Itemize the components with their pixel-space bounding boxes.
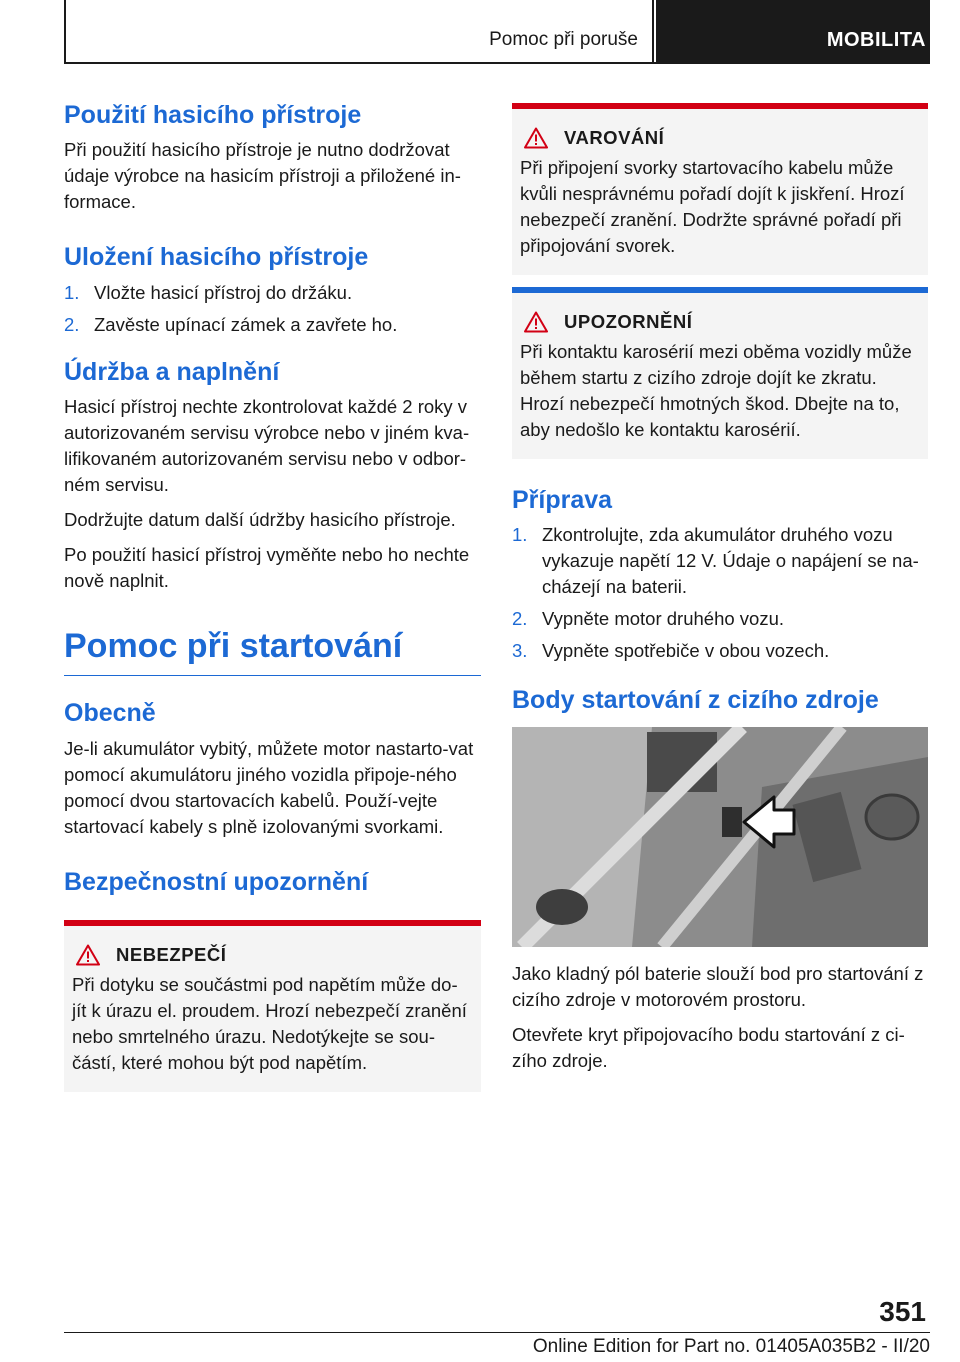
header-section-title: Pomoc při poruše bbox=[354, 0, 654, 62]
footer-edition: Online Edition for Part no. 01405A035B2 - II/20 bbox=[532, 1336, 930, 1357]
warning-triangle-icon bbox=[524, 127, 548, 149]
warning-notice bbox=[512, 103, 928, 275]
engine-bay-photo bbox=[512, 727, 928, 947]
list-item bbox=[64, 280, 481, 306]
step-number: 3. bbox=[512, 640, 528, 662]
step-text: Zavěste upínací zámek a zavřete ho. bbox=[94, 313, 398, 335]
list-item bbox=[512, 522, 928, 600]
paragraph-extinguisher-use: Při použití hasicího přístroje je nutno dodržovat údaje výrobce na hasicím přístroji a přiložené in-formace. bbox=[64, 139, 461, 213]
step-text: Vypněte spotřebiče v obou vozech. bbox=[542, 640, 830, 662]
step-text: Vypněte motor druhého vozu. bbox=[542, 608, 785, 630]
notice-heading: VAROVÁNÍ bbox=[564, 127, 665, 148]
step-text: Vložte hasicí přístroj do držáku. bbox=[94, 281, 353, 303]
step-number: 1. bbox=[512, 524, 528, 546]
section-title-jump-points: Body startování z cizího zdroje bbox=[512, 686, 879, 715]
danger-notice bbox=[64, 920, 481, 1092]
notice-text: Při dotyku se součástmi pod napětím může do-jít k úrazu el. proudem. Hrozí nebezpečí zranění nebo smrtelného úrazu. Nedotýkejte se sou-částí, které mohou být pod napětím. bbox=[72, 973, 467, 1073]
list-item bbox=[512, 606, 928, 632]
page-header bbox=[64, 0, 930, 64]
caution-notice bbox=[512, 287, 928, 459]
chapter-title-jump-start: Pomoc při startování bbox=[64, 625, 481, 677]
header-chapter-tab: MOBILITA bbox=[656, 0, 930, 62]
paragraph-jump-points-1: Jako kladný pól baterie slouží bod pro startování z cizího zdroje v motorovém prostoru. bbox=[512, 962, 924, 1010]
step-text: Zkontrolujte, zda akumulátor druhého vozu vykazuje napětí 12 V. Údaje o napájení se na-cházejí na baterii. bbox=[542, 524, 919, 598]
section-title-extinguisher-storage: Uložení hasicího přístroje bbox=[64, 243, 369, 272]
section-title-extinguisher-use: Použití hasicího přístroje bbox=[64, 101, 362, 129]
footer-divider bbox=[64, 1332, 930, 1333]
paragraph-general: Je-li akumulátor vybitý, můžete motor nastarto-vat pomocí akumulátoru jiného vozidla připoje-ného pomocí dvou startovacích kabelů. Použí-vejte startovací kabely s plně izolovanými svorkami. bbox=[64, 737, 474, 837]
section-title-maintenance: Údržba a naplnění bbox=[64, 357, 280, 386]
left-column bbox=[64, 100, 481, 1092]
warning-triangle-icon bbox=[524, 311, 548, 333]
step-number: 2. bbox=[512, 608, 528, 630]
notice-heading: NEBEZPEČÍ bbox=[116, 943, 227, 965]
paragraph-maintenance-3: Po použití hasicí přístroj vyměňte nebo ho nechte nově naplnit. bbox=[64, 543, 470, 591]
notice-text: Při kontaktu karosérií mezi oběma vozidly může během startu z cizího zdroje dojít ke zkratu. Hrozí nebezpečí hmotných škod. Dbejte na to, aby nedošlo ke kontaktu karosérií. bbox=[520, 341, 912, 440]
section-title-safety-notes: Bezpečnostní upozornění bbox=[64, 867, 369, 896]
list-preparation-steps bbox=[512, 522, 928, 664]
paragraph-maintenance-2: Dodržujte datum další údržby hasicího přístroje. bbox=[64, 508, 456, 530]
paragraph-jump-points-2: Otevřete kryt připojovacího bodu startování z ci-zího zdroje. bbox=[512, 1023, 905, 1071]
page-number: 351 bbox=[879, 1296, 926, 1327]
list-item bbox=[64, 312, 481, 338]
paragraph-maintenance-1: Hasicí přístroj nechte zkontrolovat každé 2 roky v autorizovaném servisu výrobce nebo v jiném kva-lifikovaném autorizovaném servisu nebo v odbor-ném servisu. bbox=[64, 395, 470, 495]
notice-heading: UPOZORNĚNÍ bbox=[564, 311, 693, 332]
list-storage-steps bbox=[64, 280, 481, 338]
section-title-preparation: Příprava bbox=[512, 486, 613, 514]
list-item bbox=[512, 638, 928, 664]
notice-text: Při připojení svorky startovacího kabelu může kvůli nesprávnému pořadí dojít k jiskření. Hrozí nebezpečí zranění. Dodržte správné pořadí při připojování svorek. bbox=[520, 157, 905, 256]
step-number: 1. bbox=[64, 281, 80, 303]
right-column bbox=[512, 103, 928, 1083]
section-title-general: Obecně bbox=[64, 699, 156, 728]
step-number: 2. bbox=[64, 313, 80, 335]
warning-triangle-icon bbox=[76, 944, 100, 966]
